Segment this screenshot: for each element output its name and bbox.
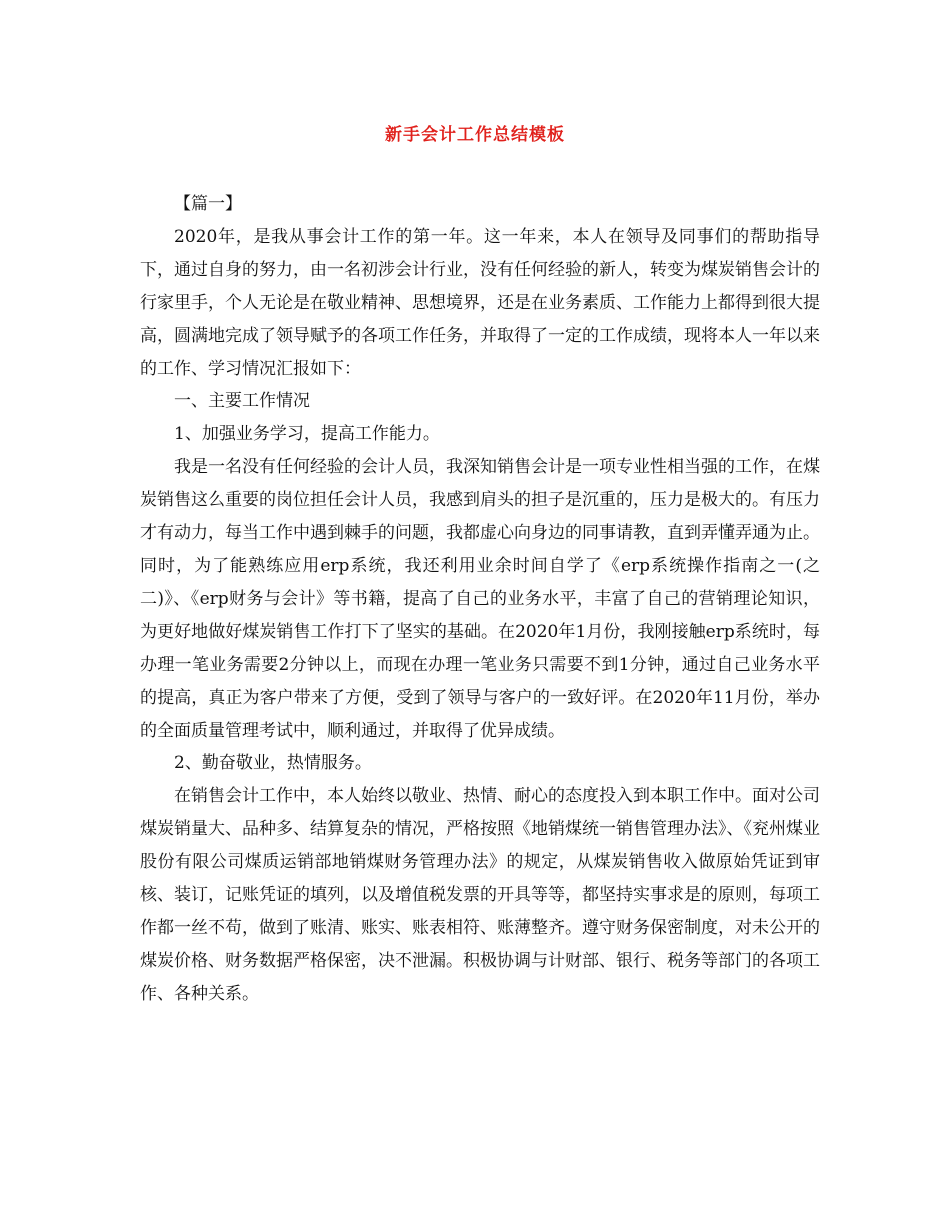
subsection-heading: 1、加强业务学习，提高工作能力。	[174, 424, 440, 445]
body-paragraph: 在销售会计工作中，本人始终以敬业、热情、耐心的态度投入到本职工作中。面对公司煤炭销量大、品种多、结算复杂的情况，严格按照《地销煤统一销售管理办法》、《兖州煤业股份有限公司煤质运销部地销煤财务管理办法》的规定，从煤炭销售收入做原始凭证到审核、装订，记账凭证的填列，以及增值税发票的开具等等，都坚持实事求是的原则，每项工作都一丝不苟，做到了账清、账实、账表相符、账薄整齐。遵守财务保密制度，对未公开的煤炭价格、财务数据严格保密，决不泄漏。积极协调与计财部、银行、税务等部门的各项工作、各种关系。	[140, 786, 820, 1004]
section-heading: 一、主要工作情况	[174, 391, 310, 412]
body-paragraph: 我是一名没有任何经验的会计人员，我深知销售会计是一项专业性相当强的工作，在煤炭销售这么重要的岗位担任会计人员，我感到肩头的担子是沉重的，压力是极大的。有压力才有动力，每当工作中遇到棘手的问题，我都虚心向身边的同事请教，直到弄懂弄通为止。同时，为了能熟练应用erp系统，我还利用业余时间自学了《erp系统操作指南之一(之二)》、《erp财务与会计》等书籍，提高了自己的业务水平，丰富了自己的营销理论知识，为更好地做好煤炭销售工作打下了坚实的基础。在2020年1月份，我刚接触erp系统时，每办理一笔业务需要2分钟以上，而现在办理一笔业务只需要不到1分钟，通过自己业务水平的提高，真正为客户带来了方便，受到了领导与客户的一致好评。在2020年11月份，举办的全面质量管理考试中，顺利通过，并取得了优异成绩。	[140, 457, 820, 741]
intro-paragraph: 2020年，是我从事会计工作的第一年。这一年来，本人在领导及同事们的帮助指导下，通过自身的努力，由一名初涉会计行业，没有任何经验的新人，转变为煤炭销售会计的行家里手，个人无论是在敬业精神、思想境界，还是在业务素质、工作能力上都得到很大提高，圆满地完成了领导赋予的各项工作任务，并取得了一定的工作成绩，现将本人一年以来的工作、学习情况汇报如下：	[140, 226, 820, 379]
section-label: 【篇一】	[174, 194, 242, 214]
document-body	[140, 188, 820, 1011]
subsection-heading: 2、勤奋敬业，热情服务。	[174, 753, 372, 774]
document-title: 新手会计工作总结模板	[385, 125, 565, 145]
